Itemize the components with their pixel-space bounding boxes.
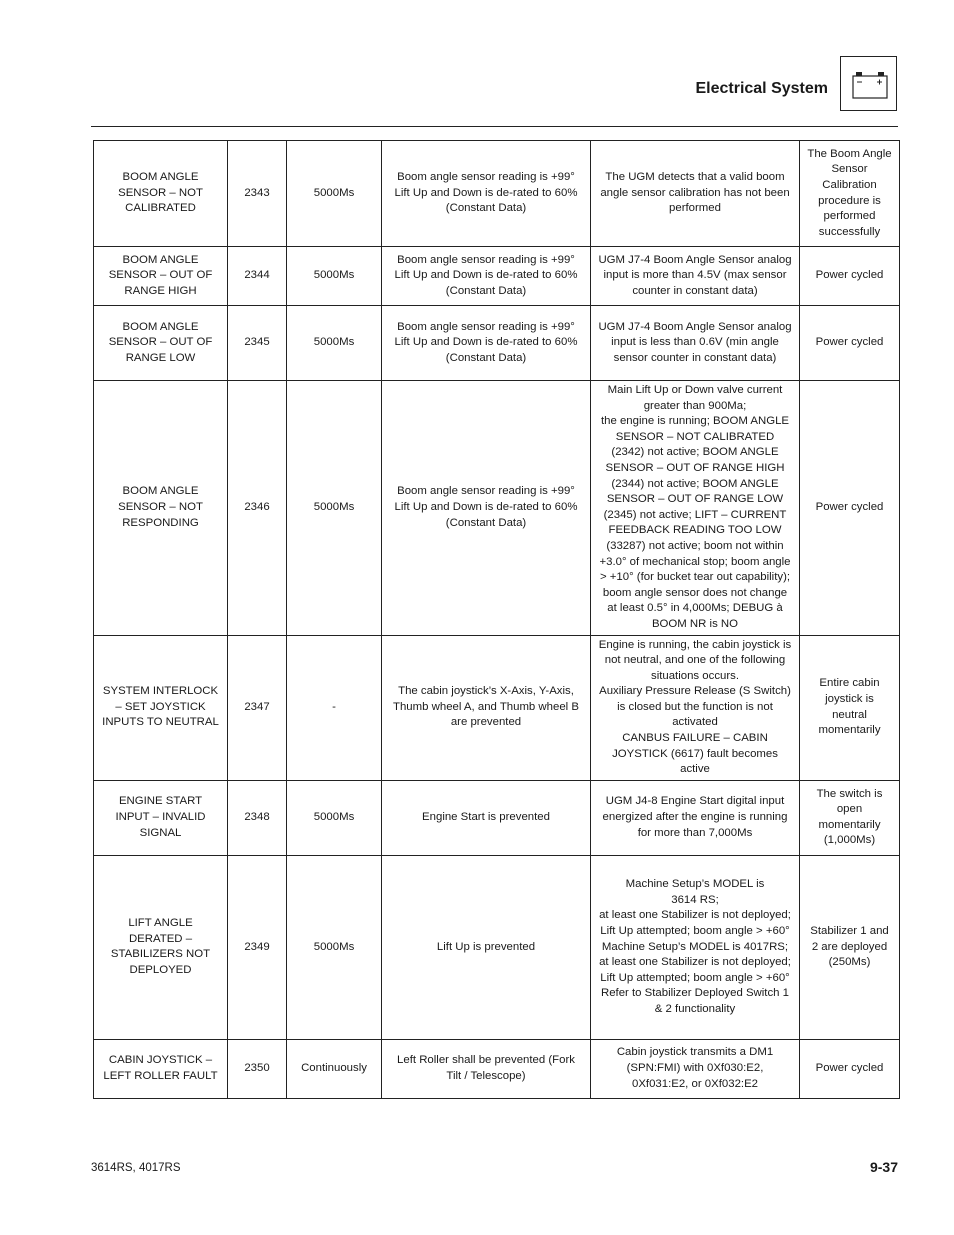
fault-recovery-cell: Stabilizer 1 and 2 are deployed (250Ms) [800, 855, 900, 1039]
fault-recovery-cell: Power cycled [800, 381, 900, 636]
fault-delay-cell: 5000Ms [287, 306, 382, 381]
fault-code-cell: 2346 [228, 381, 287, 636]
fault-code-cell: 2344 [228, 247, 287, 306]
fault-code-cell: 2347 [228, 635, 287, 780]
fault-name-cell: CABIN JOYSTICK – LEFT ROLLER FAULT [94, 1039, 228, 1098]
fault-action-cell: The cabin joystick’s X-Axis, Y-Axis, Thumb wheel A, and Thumb wheel B are prevented [382, 635, 591, 780]
fault-name-cell: BOOM ANGLE SENSOR – NOT RESPONDING [94, 381, 228, 636]
fault-action-cell: Boom angle sensor reading is +99° Lift Up and Down is de-rated to 60% (Constant Data) [382, 306, 591, 381]
fault-action-cell: Lift Up is prevented [382, 855, 591, 1039]
table-row [94, 306, 900, 381]
fault-delay-cell: 5000Ms [287, 381, 382, 636]
fault-delay-cell: 5000Ms [287, 141, 382, 247]
fault-condition-cell: UGM J7-4 Boom Angle Sensor analog input is more than 4.5V (max sensor counter in constant data) [591, 247, 800, 306]
fault-code-table [93, 140, 900, 1099]
fault-action-cell: Boom angle sensor reading is +99° Lift Up and Down is de-rated to 60% (Constant Data) [382, 381, 591, 636]
page-number: 9-37 [869, 1159, 898, 1175]
section-title: Electrical System [695, 80, 828, 97]
fault-action-cell: Boom angle sensor reading is +99° Lift Up and Down is de-rated to 60% (Constant Data) [382, 247, 591, 306]
fault-name-cell: ENGINE START INPUT – INVALID SIGNAL [94, 780, 228, 855]
table-row [94, 381, 900, 636]
fault-condition-cell: Main Lift Up or Down valve current greater than 900Ma; the engine is running; BOOM ANGLE SENSOR – NOT CALIBRATED (2342) not active; BOOM ANGLE SENSOR – OUT OF RANGE HIGH (2344) not active; BOOM ANGLE SENSOR – OUT OF RANGE LOW (2345) not active; LIFT – CURRENT FEEDBACK READING TOO LOW (33287) not active; boom not within +3.0° of mechanical stop; boom angle > +10° (for bucket tear out capability); boom angle sensor does not change at least 0.5° in 4,000Ms; DEBUG à BOOM NR is NO [591, 381, 800, 636]
table-row [94, 855, 900, 1039]
fault-code-cell: 2345 [228, 306, 287, 381]
header-rule [91, 126, 898, 127]
fault-code-cell: 2348 [228, 780, 287, 855]
fault-condition-cell: UGM J4-8 Engine Start digital input energized after the engine is running for more than 7,000Ms [591, 780, 800, 855]
fault-code-cell: 2350 [228, 1039, 287, 1098]
fault-delay-cell: - [287, 635, 382, 780]
fault-name-cell: BOOM ANGLE SENSOR – OUT OF RANGE LOW [94, 306, 228, 381]
fault-delay-cell: 5000Ms [287, 855, 382, 1039]
fault-recovery-cell: Entire cabin joystick is neutral momentarily [800, 635, 900, 780]
fault-action-cell: Left Roller shall be prevented (Fork Tilt / Telescope) [382, 1039, 591, 1098]
fault-condition-cell: Cabin joystick transmits a DM1 (SPN:FMI) with 0Xf030:E2, 0Xf031:E2, or 0Xf032:E2 [591, 1039, 800, 1098]
fault-code-cell: 2343 [228, 141, 287, 247]
fault-delay-cell: Continuously [287, 1039, 382, 1098]
fault-code-cell: 2349 [228, 855, 287, 1039]
fault-name-cell: SYSTEM INTERLOCK – SET JOYSTICK INPUTS TO NEUTRAL [94, 635, 228, 780]
fault-recovery-cell: Power cycled [800, 247, 900, 306]
table-row [94, 780, 900, 855]
table-row [94, 141, 900, 247]
fault-name-cell: BOOM ANGLE SENSOR – NOT CALIBRATED [94, 141, 228, 247]
fault-recovery-cell: Power cycled [800, 1039, 900, 1098]
fault-delay-cell: 5000Ms [287, 247, 382, 306]
fault-action-cell: Engine Start is prevented [382, 780, 591, 855]
fault-condition-cell: Machine Setup’s MODEL is 3614 RS; at least one Stabilizer is not deployed; Lift Up attempted; boom angle > +60° Machine Setup’s MODEL is 4017RS; at least one Stabilizer is not deployed; Lift Up attempted; boom angle > +60° Refer to Stabilizer Deployed Switch 1 & 2 functionality [591, 855, 800, 1039]
fault-recovery-cell: The switch is open momentarily (1,000Ms) [800, 780, 900, 855]
table-row [94, 1039, 900, 1098]
fault-name-cell: BOOM ANGLE SENSOR – OUT OF RANGE HIGH [94, 247, 228, 306]
fault-name-cell: LIFT ANGLE DERATED – STABILIZERS NOT DEPLOYED [94, 855, 228, 1039]
fault-condition-cell: The UGM detects that a valid boom angle sensor calibration has not been performed [591, 141, 800, 247]
footer-models: 3614RS, 4017RS [91, 1162, 181, 1174]
fault-recovery-cell: Power cycled [800, 306, 900, 381]
fault-condition-cell: UGM J7-4 Boom Angle Sensor analog input is less than 0.6V (min angle sensor counter in constant data) [591, 306, 800, 381]
fault-recovery-cell: The Boom Angle Sensor Calibration procedure is performed successfully [800, 141, 900, 247]
fault-delay-cell: 5000Ms [287, 780, 382, 855]
battery-icon [840, 56, 897, 111]
fault-condition-cell: Engine is running, the cabin joystick is not neutral, and one of the following situations occurs. Auxiliary Pressure Release (S Switch) is closed but the function is not activated CANBUS FAILURE – CABIN JOYSTICK (6617) fault becomes active [591, 635, 800, 780]
table-row [94, 635, 900, 780]
fault-action-cell: Boom angle sensor reading is +99° Lift Up and Down is de-rated to 60% (Constant Data) [382, 141, 591, 247]
table-row [94, 247, 900, 306]
